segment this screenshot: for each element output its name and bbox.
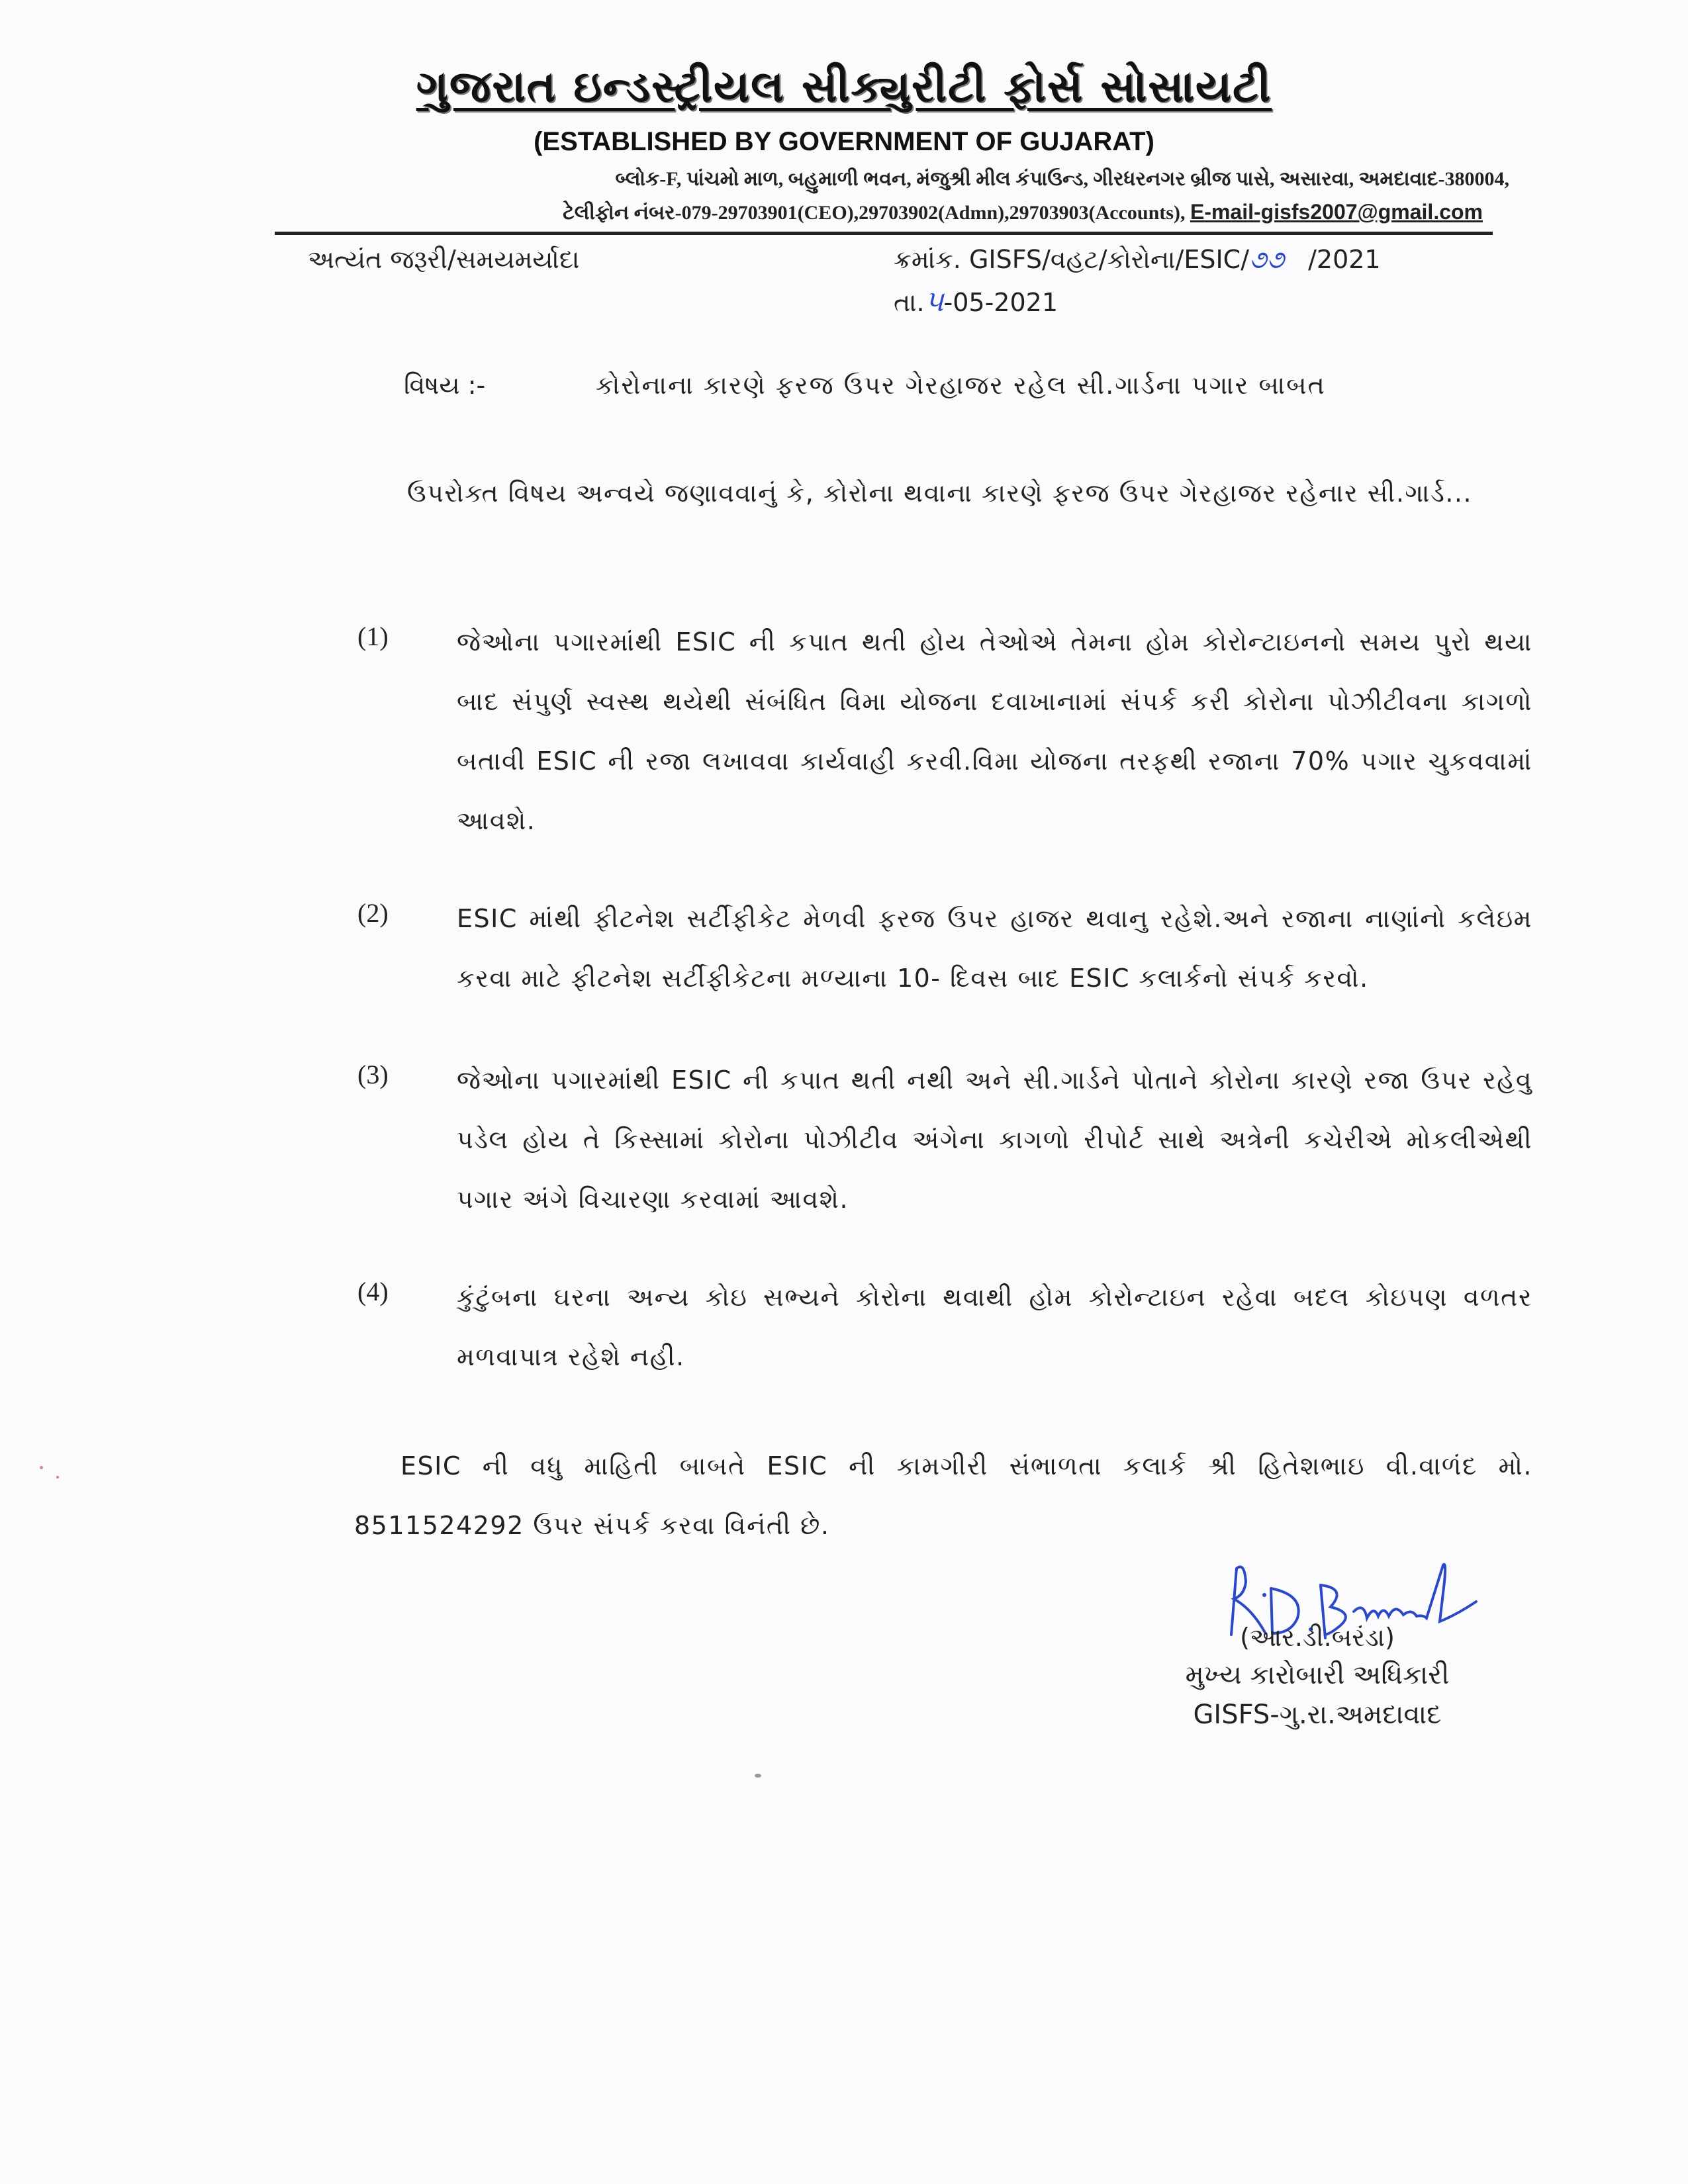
phone-numbers: ટેલીફોન નંબર-079-29703901(CEO),29703902(Admn),29703903(Accounts),: [563, 202, 1190, 224]
intro-paragraph: ઉપરોક્ત વિષય અન્વયે જણાવવાનું કે, કોરોના થવાના કારણે ફરજ ઉપર ગેરહાજર રહેનાર સી.ગાર્ડ...: [407, 478, 1473, 508]
date-month-year: -05-2021: [943, 288, 1058, 317]
established-by-line: (ESTABLISHED BY GOVERNMENT OF GUJARAT): [534, 127, 1154, 156]
signatory-name: (આર.ડી.બરંડા): [1240, 1623, 1395, 1652]
signature-text: R.D. Baranda: [1205, 1555, 1209, 1556]
item-text: જેઓના પગારમાંથી ESIC ની કપાત થતી હોય તેઓએ તેમના હોમ કોરોન્ટાઇનનો સમય પુરો થયા બાદ સંપુર્ણ સ્વસ્થ થયેથી સંબંધિત વિમા યોજના દવાખાનામાં સંપર્ક કરી કોરોના પોઝીટીવના કાગળો બતાવી ESIC ની રજા લખાવવા કાર્યવાહી કરવી.વિમા યોજના તરફથી રજાના 70% પગાર ચુકવવામાં આવશે.: [457, 627, 1532, 835]
item-number: (4): [357, 1277, 389, 1306]
item-text: જેઓના પગારમાંથી ESIC ની કપાત થતી નથી અને સી.ગાર્ડને પોતાને કોરોના કારણે રજા ઉપર રહેવુ પડેલ હોય તે કિસ્સામાં કોરોના પોઝીટીવ અંગેના કાગળો રીપોર્ટ સાથે અત્રેની કચેરીએ મોકલીએથી પગાર અંગે વિચારણા કરવામાં આવશે.: [457, 1066, 1532, 1214]
signatory-title: મુખ્ય કારોબારી અધિકારી: [1185, 1660, 1450, 1690]
subject-label: વિષય :-: [404, 371, 486, 400]
header-divider: [275, 232, 1493, 235]
address-line: બ્લોક-F, પાંચમો માળ, બહુમાળી ભવન, મંજુશ્રી મીલ કંપાઉન્ડ, ગીરધરનગર બ્રીજ પાસે, અસારવા, અમદાવાદ-380004,: [615, 168, 1509, 190]
letter-date: [894, 285, 1058, 318]
item-number: (1): [357, 621, 389, 651]
organization-title: ગુજરાત ઇન્ડસ્ટ્રીયલ સીક્યુરીટી ફોર્સ સોસાયટી: [416, 61, 1272, 112]
contact-line: [331, 200, 1483, 224]
scan-speck: [755, 1774, 761, 1778]
item-text: ESIC માંથી ફીટનેશ સર્ટીફીકેટ મેળવી ફરજ ઉપર હાજર થવાનુ રહેશે.અને રજાના નાણાંનો કલેઇમ કરવા માટે ફીટનેશ સર્ટીફીકેટના મળ્યાના 10- દિવસ બાદ ESIC કલાર્કનો સંપર્ક કરવો.: [457, 904, 1532, 993]
signatory-organization: GISFS-ગુ.રા.અમદાવાદ: [1193, 1700, 1442, 1730]
subject-text: કોરોનાના કારણે ફરજ ઉપર ગેરહાજર રહેલ સી.ગાર્ડના પગાર બાબત: [596, 371, 1326, 400]
item-text: કુંટુંબના ઘરના અન્ય કોઇ સભ્યને કોરોના થવાથી હોમ કોરોન્ટાઇન રહેવા બદલ કોઇપણ વળતર મળવાપાત્ર રહેશે નહી.: [457, 1283, 1532, 1371]
item-number: (2): [357, 898, 389, 928]
urgency-label: અત્યંત જરૂરી/સમયમર્યાદા: [308, 245, 580, 274]
scan-speck: [40, 1466, 43, 1469]
closing-paragraph: ESIC ની વધુ માહિતી બાબતે ESIC ની કામગીરી સંભાળતા કલાર્ક શ્રી હિતેશભાઇ વી.વાળંદ મો. 8511524292 ઉપર સંપર્ક કરવા વિનંતી છે.: [354, 1451, 1532, 1540]
scan-speck: [56, 1476, 59, 1479]
reference-number: [894, 245, 1381, 275]
item-number: (3): [357, 1060, 389, 1089]
email-link[interactable]: E-mail-gisfs2007@gmail.com: [1190, 200, 1483, 224]
reference-prefix: ક્રમાંક. GISFS/વહટ/કોરોના/ESIC/: [894, 245, 1250, 274]
handwritten-ref-number: ૭૭: [1249, 245, 1284, 274]
reference-year: /2021: [1284, 245, 1381, 274]
date-prefix: તા.: [894, 288, 925, 317]
handwritten-day: ૫: [924, 285, 944, 318]
